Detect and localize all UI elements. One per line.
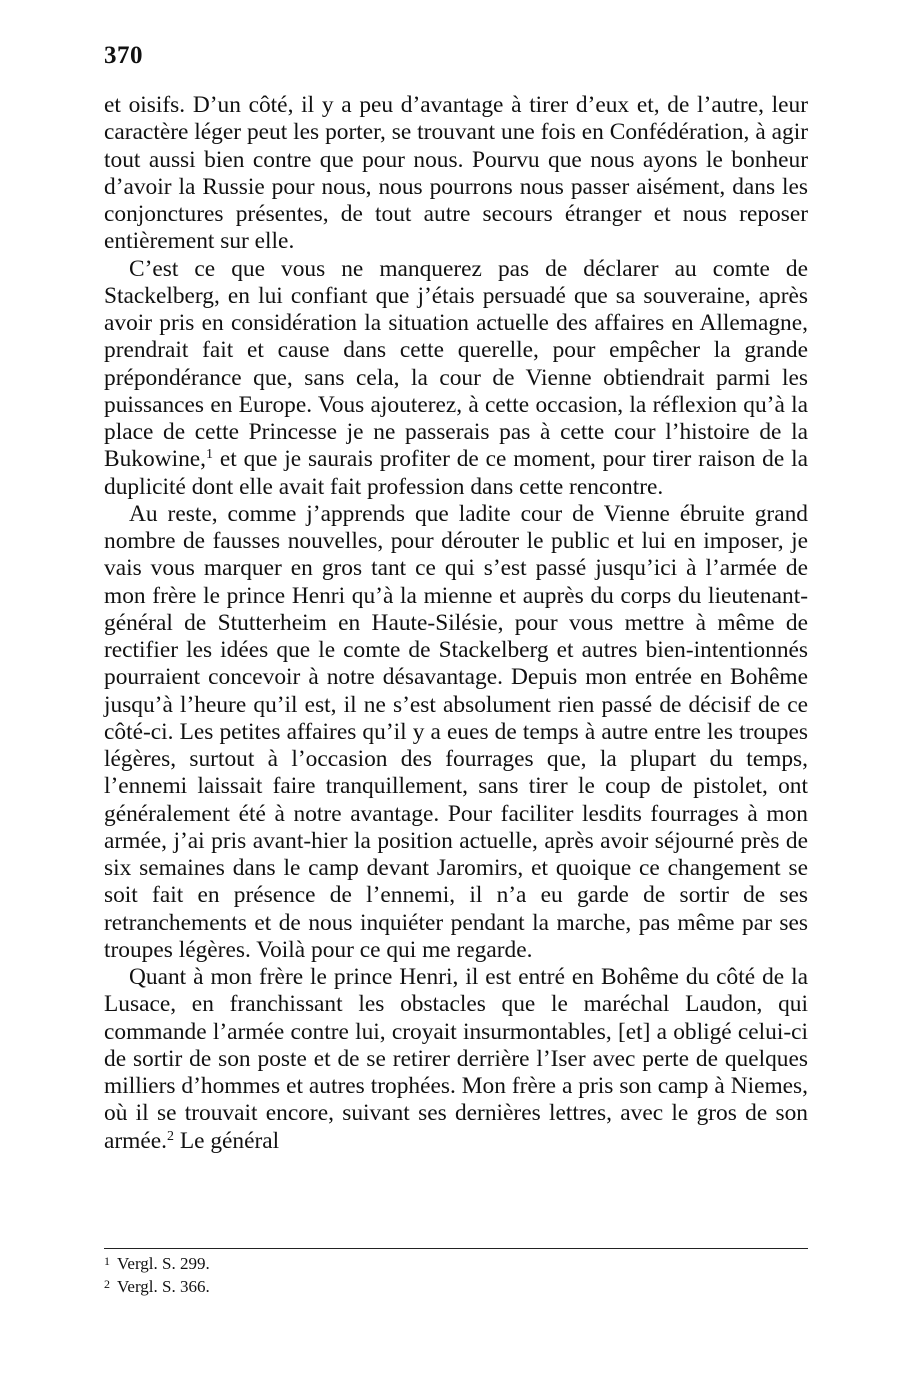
footnote-divider: [104, 1248, 808, 1249]
paragraph-text: et que je saurais profiter de ce moment, pour tirer raison de la duplicité dont elle avait fait profession dans cette rencontre.: [104, 446, 808, 500]
page-number: 370: [104, 42, 143, 69]
paragraph-text: et oisifs. D’un côté, il y a peu d’avantage à tirer d’eux et, de l’autre, leur caractère léger peut les porter, se trouvant une fois en Confédération, à agir tout aussi bien contre que pour nous. Pourvu que nous ayons le bonheur d’avoir la Russie pour nous, nous pourrons nous passer aisément, dans les conjonctures présentes, de tout autre secours étranger et nous reposer entièrement sur elle.: [104, 92, 808, 255]
footnotes: [104, 1251, 808, 1297]
footnote-text: Vergl. S. 299.: [117, 1254, 210, 1273]
paragraph: [104, 256, 808, 501]
paragraph: [104, 964, 808, 1155]
paragraph-text: Au reste, comme j’apprends que ladite cour de Vienne ébruite grand nombre de fausses nouvelles, pour dérouter le public et lui en imposer, je vais vous marquer en gros tant ce qui s’est passé jusqu’ici à l’armée de mon frère le prince Henri qu’à la mienne et auprès du corps du lieutenant-général de Stutterheim en Haute-Silésie, pour vous mettre à même de rectifier les idées que le comte de Stackelberg et autres bien-intentionnés pourraient concevoir à notre désavantage. Depuis mon entrée en Bohême jusqu’à l’heure qu’il est, il ne s’est absolument rien passé de décisif de ce côté-ci. Les petites affaires qu’il y a eues de temps à autre entre les troupes légères, surtout à l’occasion des fourrages que, la plupart du temps, l’ennemi laissait faire tranquillement, sans tirer le coup de pistolet, ont généralement été à notre avantage. Pour faciliter lesdits fourrages à mon armée, j’ai pris avant-hier la position actuelle, après avoir séjourné près de six semaines dans le camp devant Jaromirs, et quoique ce changement se soit fait en présence de l’ennemi, il n’a eu garde de sortir de ses retranchements et de nous inquiéter pendant la marche, pas même par ses troupes légères. Voilà pour ce qui me regarde.: [104, 500, 808, 963]
paragraph: [104, 501, 808, 964]
footnote: [104, 1251, 808, 1274]
footnote-reference: 2: [166, 1128, 174, 1144]
footnote-reference: 1: [206, 447, 214, 463]
body-text: [104, 92, 808, 1155]
footnote-mark: 2: [104, 1277, 110, 1291]
footnote: [104, 1274, 808, 1297]
paragraph: [104, 92, 808, 256]
footnote-text: Vergl. S. 366.: [117, 1277, 210, 1296]
paragraph-text: C’est ce que vous ne manquerez pas de déclarer au comte de Stackelberg, en lui confiant que j’étais persuadé que sa souveraine, après avoir pris en considération la situation actuelle des affaires en Allemagne, prendrait fait et cause dans cette querelle, pour empêcher la grande prépondérance que, sans cela, la cour de Vienne obtiendrait parmi les puissances en Europe. Vous ajouterez, à cette occasion, la réflexion qu’à la place de cette Princesse je ne passerais pas à cette cour l’histoire de la Bukowine,: [104, 255, 808, 473]
footnote-mark: 1: [104, 1254, 110, 1268]
paragraph-text: Quant à mon frère le prince Henri, il est entré en Bohême du côté de la Lusace, en franchissant les obstacles que le maréchal Laudon, qui commande l’armée contre lui, croyait insurmontables, [et] a obligé celui-ci de sortir de son poste et de se retirer derrière l’Iser avec perte de quelques milliers d’hommes et autres trophées. Mon frère a pris son camp à Niemes, où il se trouvait encore, suivant ses dernières lettres, avec le gros de son armée.: [104, 964, 808, 1154]
paragraph-text: Le général: [173, 1127, 280, 1154]
